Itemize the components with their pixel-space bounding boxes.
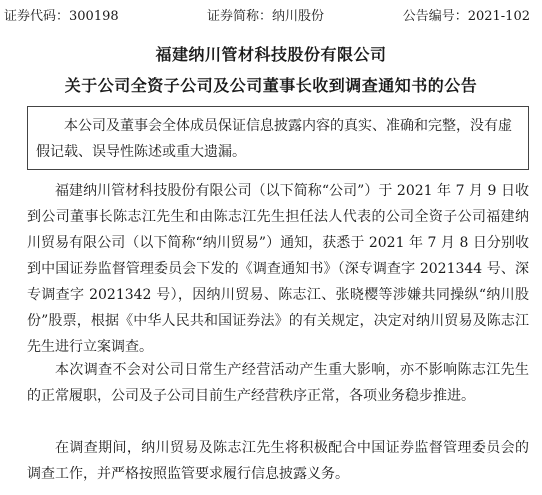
notice-title: 关于公司全资子公司及公司董事长收到调查通知书的公告 [64,76,478,95]
security-code-label: 证券代码： [4,9,70,24]
announcement-number [403,6,530,28]
announcement-number-label: 公告编号： [402,9,468,24]
announcement-number-value: 2021-102 [467,9,530,24]
security-code [4,6,119,28]
board-statement-box: 本公司及董事会全体成员保证信息披露内容的真实、准确和完整，没有虚假记载、误导性陈述或重大遗漏。 [27,106,529,170]
announcement-header [0,6,542,28]
body-paragraph-1: 福建纳川管材科技股份有限公司（以下简称“公司”）于 2021 年 7 月 9 日收到公司董事长陈志江先生和由陈志江先生担任法人代表的公司全资子公司福建纳川贸易有限公司（以下简称“纳川贸易”）通知，获悉于 2021 年 7 月 8 日分别收到中国证券监督管理委员会下发的《调查通知书》（深专调查字 2021344 号、深专调查字 2021342 号），因纳川贸易、陈志江、张晓樱等涉嫌共同操纵“纳川股份”股票，根据《中华人民共和国证券法》的有关规定，决定对纳川贸易及陈志江先生进行立案调查。 [27,183,529,355]
security-code-value: 300198 [69,9,119,24]
security-abbreviation-label: 证券简称： [207,9,273,24]
security-abbreviation-value: 纳川股份 [272,9,325,24]
security-abbreviation [207,6,324,28]
body-paragraph-2: 本次调查不会对公司日常生产经营活动产生重大影响，亦不影响陈志江先生的正常履职，公司及子公司目前生产经营秩序正常，各项业务稳步推进。 [27,362,529,404]
body-paragraph-3: 在调查期间，纳川贸易及陈志江先生将积极配合中国证券监督管理委员会的调查工作，并严格按照监管要求履行信息披露义务。 [27,440,529,482]
company-title: 福建纳川管材科技股份有限公司 [155,45,387,64]
